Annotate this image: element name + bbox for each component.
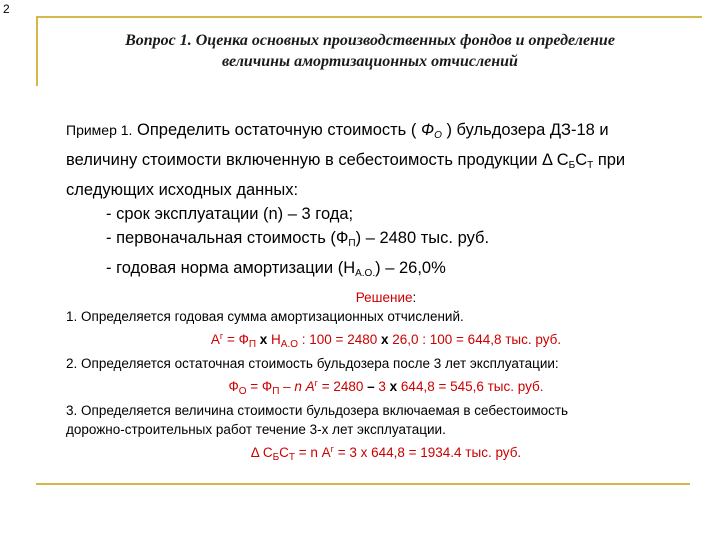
f2-x: х [389,378,398,394]
f2-val1: = 2480 [317,378,368,394]
fo-subscript: О [434,130,442,141]
f2-minus: – [367,378,375,394]
f2-sub-o: О [238,385,247,397]
f2-a-sup: г [314,377,318,388]
solution-block [66,288,706,467]
fp-subscript: П [348,238,356,249]
input-item-1: - срок эксплуатации (n) – 3 года; [106,205,354,223]
example-block [66,118,706,286]
f3-eq: = n А [295,444,331,460]
f1-sub-ao: А.О [280,338,299,350]
c-symbol: С [575,151,588,169]
f1-a: А [210,331,220,347]
f1-sub-p: П [248,338,257,350]
example-text-1: Определить остаточную стоимость ( [132,121,421,139]
title-line-2: величины амортизационных отчислений [222,53,518,70]
formula-1 [66,327,706,354]
formula-2 [66,374,706,401]
example-text-1-end: ) бульдозера ДЗ-18 и [441,121,609,139]
frame-top-line [36,16,702,18]
input-item-2-text: - первоначальная стоимость (Ф [106,229,349,247]
example-line-2 [66,148,706,178]
f2-fo: Ф [228,378,239,394]
frame-left-line [36,16,38,86]
input-item-3 [66,256,706,286]
example-line-3: следующих исходных данных: [66,181,299,199]
frame-bottom-line [36,483,690,485]
f2-rest: 644,8 = 545,6 тыс. руб. [397,378,544,394]
f2-mid: – n А [279,378,315,394]
title-line-1: Вопрос 1. Оценка основных производственных фондов и определение [125,32,615,49]
f1-a-sup: г [219,330,224,341]
input-item-2-value: ) – 2480 тыс. руб. [355,229,490,247]
step-3-line-2: дорожно-строительных работ течение 3-х лет эксплуатации. [66,422,446,438]
f2-eq: = Ф [246,378,273,394]
example-text-2: величину стоимости включенную в себестоимость продукции Δ С [66,151,569,169]
f3-a-sup: г [330,443,334,454]
f3-rest: = 3 х 644,8 = 1934.4 тыс. руб. [333,444,522,460]
step-2: 2. Определяется остаточная стоимость бульдозера после 3 лет эксплуатации: [66,356,559,372]
f2-three: 3 [374,378,390,394]
solution-heading-colon: : [412,290,417,305]
step-3-line-1: 3. Определяется величина стоимости бульдозера включаемая в себестоимость [66,403,569,419]
input-item-3-text: - годовая норма амортизации (Н [106,259,356,277]
f3-c: С [279,444,289,460]
solution-heading [66,288,706,307]
f3-delta: Δ С [250,444,273,460]
f3-sub-t: Т [288,451,295,463]
input-item-3-value: ) – 26,0% [375,259,446,277]
formula-3 [66,440,706,467]
hao-subscript: А.О. [355,268,376,279]
fo-symbol: Ф [420,121,435,139]
example-label: Пример 1. [66,122,133,138]
f1-rest1: : 100 = 2480 [298,331,381,347]
f1-rest2: 26,0 : 100 = 644,8 тыс. руб. [388,331,562,347]
f1-x2: х [380,331,389,347]
input-item-2 [66,226,706,256]
example-text-2-end: при [593,151,626,169]
step-1: 1. Определяется годовая сумма амортизационных отчислений. [66,309,464,325]
f1-x1: х [256,331,272,347]
f1-eq: = Ф [223,331,249,347]
slide-title [60,30,680,72]
f1-h: Н [271,331,281,347]
f3-sub-b: Б [272,451,280,463]
solution-heading-text: Решение [355,290,413,305]
ct-subscript: Т [587,160,594,171]
example-line-1 [66,118,706,148]
f2-sub-p: П [272,385,280,397]
slide-number: 2 [3,2,10,16]
cb-subscript: Б [568,160,576,171]
